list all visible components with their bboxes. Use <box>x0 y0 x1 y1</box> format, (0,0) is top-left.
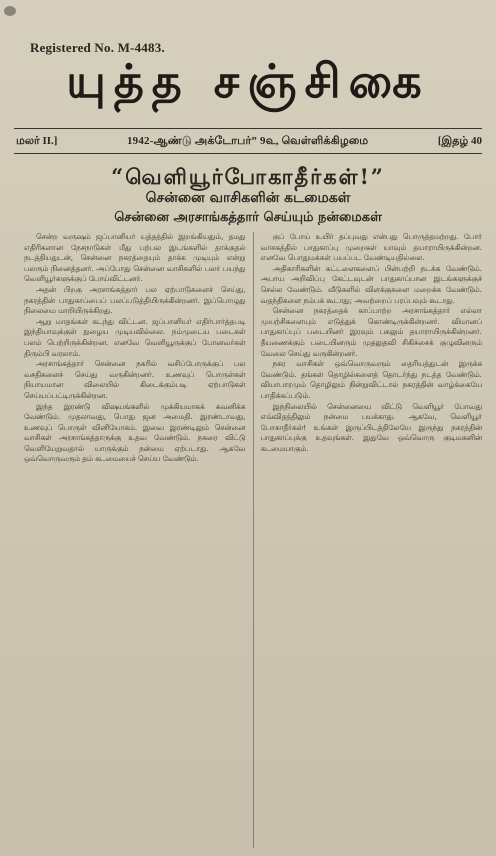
issue-bar <box>16 134 482 150</box>
paragraph: இந்நிலையில் சென்னையை விட்டு வெளியூர் போவது எவ்விதத்திலும் நன்மை பயக்காது. ஆகவே, வெளியூர் போகாதீர்கள்! உங்கள் இருப்பிடத்திலேயே இருந்து நகரத்தின் பாதுகாப்புக்கு உதவுங்கள். இதுவே ஒவ்வொரு குடிமகனின் கடமையாகும். <box>260 401 482 453</box>
paragraph: சென்ற வருஷம் ஜப்பானியர் யுத்தத்தில் இறங்கியதும், தமது எதிரிகளான நேசநாடுகள் மீது பற்பல இடங்களில் தாக்குதல் நடத்தியதுடன், சென்னை நகரத்தையும் தாக்க முடியும் என்று பலரும் நினைத்தனர். அப்போது சென்னை வாசிகளில் பலர் பயந்து வெளியூர்களுக்குப் போய்விட்டனர். <box>24 232 246 284</box>
paragraph: அரசாங்கத்தார் சென்னை நகரில் வசிப்போருக்குப் பல வசதிகளைச் செய்து வருகின்றனர். உணவுப் பொருள்கள் நியாயமான விலையில் கிடைக்கும்படி ஏற்பாடுகள் செய்யப்பட்டிருக்கின்றன. <box>24 359 246 400</box>
issue-date: 1942-ஆண்டு அக்டோபர்ˮ 9௳, வெள்ளிக்கிழமை <box>126 135 369 147</box>
paragraph: ஆறு மாதங்கள் கடந்து விட்டன. ஜப்பானியர் எதிர்பார்த்தபடி இந்தியாவுக்குள் நுழைய முடியவில்லை. நம்முடைய படைகள் பலம் பெற்றிருக்கின்றன. எனவே வெளியூருக்குப் போனவர்கள் திரும்பி வரலாம். <box>24 316 246 358</box>
paragraph: நகர வாசிகள் ஒவ்வொருவரும் தைரியத்துடன் இருக்க வேண்டும். தங்கள் தொழில்களைத் தொடர்ந்து நடத்த வேண்டும். வியாபாரமும் தொழிலும் நின்றுவிட்டால் நகரத்தின் வாழ்க்கையே பாதிக்கப்படும். <box>260 359 482 400</box>
article-columns <box>24 232 482 848</box>
paragraph: குப் போய் உயிர் தப்புவது என்பது பொருத்தமற்றது. போர் வாசகத்தில் பாதுகாப்பு முறைகள் யாவும் தயாராயிருக்கின்றன. எனவே பொதுமக்கள் பயப்பட வேண்டியதில்லை. <box>260 232 482 263</box>
column-divider <box>253 232 254 848</box>
subheadline: சென்னை வாசிகளின் கடமைகள் <box>145 190 351 206</box>
article-column-right <box>261 232 483 848</box>
paragraph: இந்த இரண்டு விஷயங்களில் முக்கியமாகக் கவனிக்க வேண்டும். முதலாவது, பொது ஜன அமைதி. இரண்டாவது, உணவுப் பொருள் வினியோகம். இவை இரண்டிலும் சென்னை வாசிகள் அரசாங்கத்தாருக்கு உதவ வேண்டும். நகரை விட்டு வெளியேறுவதால் யாருக்கும் நன்மை ஏற்படாது. ஆகவே ஒவ்வொருவரும் தம் கடமையைச் செய்ய வேண்டும். <box>24 401 246 464</box>
subheadline-secondary: சென்னை அரசாங்கத்தார் செய்யும் நன்மைகள் <box>114 210 382 225</box>
top-rule <box>14 128 482 129</box>
headline: “வெளியூர்போகாதீர்கள்!” <box>111 164 385 189</box>
volume-number: மலர் II.] <box>16 135 58 147</box>
registration-number: Registered No. M-4483. <box>30 40 165 55</box>
masthead-title: யுத்த சஞ்சிகை <box>66 54 430 108</box>
paragraph: அதிகாரிகளின் கட்டளைகளைப் பின்பற்றி நடக்க வேண்டும். அபாய அறிவிப்பு கேட்டவுடன் பாதுகாப்பான இடங்களுக்குச் செல்ல வேண்டும். வீடுகளில் விளக்குகளை மறைக்க வேண்டும். வதந்திகளை நம்பக் கூடாது; அவற்றைப் பரப்பவும் கூடாது. <box>260 263 482 305</box>
issue-number: [இதழ் 40 <box>437 135 482 147</box>
paragraph: சென்னை நகரத்தைக் காப்பாற்ற அரசாங்கத்தார் எல்லா முயற்சிகளையும் எடுத்துக் கொண்டிருக்கின்றனர். விமானப் பாதுகாப்புப் படையினர் இரவும் பகலும் தயாராயிருக்கின்றனர். தீயணைக்கும் படையினரும் முதலுதவி சிகிச்சைக் குழுவினரும் வேலை செய்து வருகின்றனர். <box>260 306 482 358</box>
paragraph: அதன் பிறகு அரசாங்கத்தார் பல ஏற்பாடுகளைச் செய்து, நகரத்தின் பாதுகாப்பைப் பலப்படுத்தியிருக்கின்றனர். இப்பொழுது நிலைமை மாறியிருக்கிறது. <box>24 284 246 316</box>
pin-hole-mark <box>4 6 16 16</box>
bottom-rule <box>14 153 482 154</box>
article-column-left <box>24 232 246 848</box>
